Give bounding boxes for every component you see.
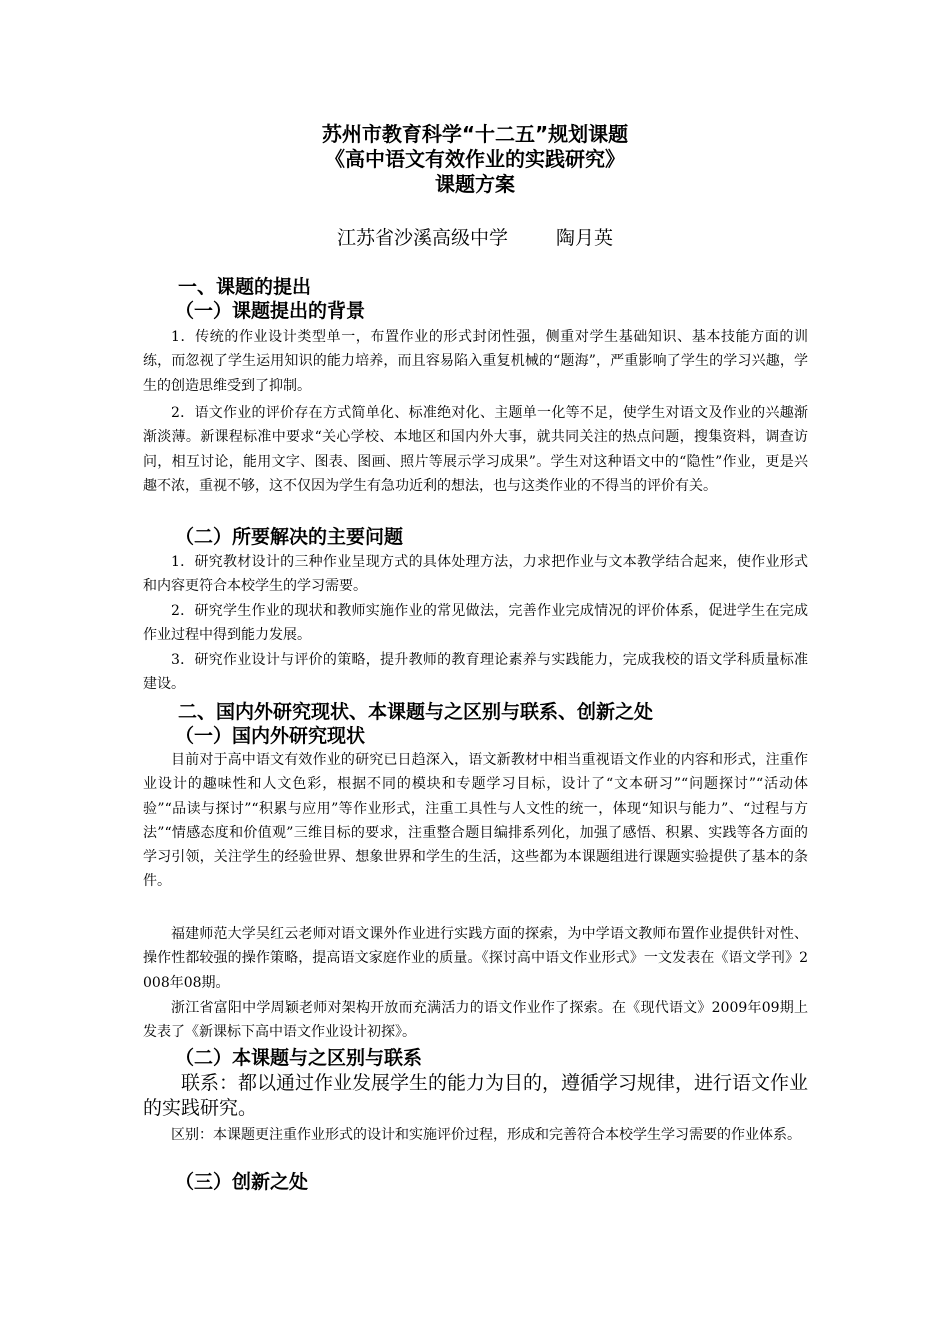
subsection-heading-2-2: （二）本课题与之区别与联系 — [175, 1047, 423, 1069]
subsection-heading-2-3: （三）创新之处 — [175, 1171, 309, 1193]
paragraph-1-2-2: 2．研究学生作业的现状和教师实施作业的常见做法，完善作业完成情况的评价体系，促进学生在完成作业过程中得到能力发展。 — [143, 603, 808, 644]
paragraph-2-2-2: 区别：本课题更注重作业形式的设计和实施评价过程，形成和完善符合本校学生学习需要的作业体系。 — [171, 1127, 801, 1143]
paragraph-2-1-3: 浙江省富阳中学周颖老师对架构开放而充满活力的语文作业作了探索。在《现代语文》2009年09期上发表了《新课标下高中语文作业设计初探》。 — [143, 1000, 808, 1041]
section-heading-1: 一、课题的提出 — [178, 276, 312, 298]
paragraph-1-1-1: 1．传统的作业设计类型单一，布置作业的形式封闭性强，侧重对学生基础知识、基本技能方面的训练，而忽视了学生运用知识的能力培养，而且容易陷入重复机械的“题海”，严重影响了学生的学习兴趣，学生的创造思维受到了抑制。 — [143, 329, 808, 394]
paragraph-2-1-2: 福建师范大学吴红云老师对语文课外作业进行实践方面的探索，为中学语文教师布置作业提供针对性、操作性都较强的操作策略，提高语文家庭作业的质量。《探讨高中语文作业形式》一文发表在《语文学刊》2008年08期。 — [143, 926, 808, 991]
section-heading-2: 二、国内外研究现状、本课题与之区别与联系、创新之处 — [178, 701, 654, 723]
title-line-3: 课题方案 — [435, 172, 515, 196]
paragraph-1-2-3: 3．研究作业设计与评价的策略，提升教师的教育理论素养与实践能力，完成我校的语文学科质量标准建设。 — [143, 652, 808, 693]
paragraph-2-2-1: 联系：都以通过作业发展学生的能力为目的，遵循学习规律，进行语文作业的实践研究。 — [143, 1072, 809, 1119]
subsection-heading-1-2: （二）所要解决的主要问题 — [175, 526, 404, 548]
subsection-heading-1-1: （一）课题提出的背景 — [175, 300, 366, 322]
author-line — [0, 225, 950, 251]
paragraph-2-1-1: 目前对于高中语文有效作业的研究已日趋深入，语文新教材中相当重视语文作业的内容和形式，注重作业设计的趣味性和人文色彩，根据不同的模块和专题学习目标，设计了“文本研习”“问题探讨”“活动体验”“品读与探讨”“积累与应用”等作业形式，注重工具性与人文性的统一，体现“知识与能力”、“过程与方法”“情感态度和价值观”三维目标的要求，注重整合题目编排系列化，加强了感悟、积累、实践等各方面的学习引领，关注学生的经验世界、想象世界和学生的生活，这些都为本课题组进行课题实验提供了基本的条件。 — [143, 752, 808, 890]
subsection-heading-2-1: （一）国内外研究现状 — [175, 725, 366, 747]
paragraph-1-1-2: 2．语文作业的评价存在方式简单化、标准绝对化、主题单一化等不足，使学生对语文及作业的兴趣渐渐淡薄。新课程标准中要求“关心学校、本地区和国内外大事，就共同关注的热点问题，搜集资料，调查访问，相互讨论，能用文字、图表、图画、照片等展示学习成果”。学生对这种语文中的“隐性”作业，更是兴趣不浓，重视不够，这不仅因为学生有急功近利的想法，也与这类作业的不得当的评价有关。 — [143, 405, 808, 494]
title-line-1: 苏州市教育科学“十二五”规划课题 — [321, 122, 629, 146]
author-name: 陶月英 — [556, 227, 614, 249]
author-school: 江苏省沙溪高级中学 — [336, 227, 508, 249]
title-line-2: 《高中语文有效作业的实践研究》 — [325, 147, 625, 171]
document-title — [0, 122, 950, 197]
paragraph-1-2-1: 1．研究教材设计的三种作业呈现方式的具体处理方法，力求把作业与文本教学结合起来，使作业形式和内容更符合本校学生的学习需要。 — [143, 554, 808, 595]
